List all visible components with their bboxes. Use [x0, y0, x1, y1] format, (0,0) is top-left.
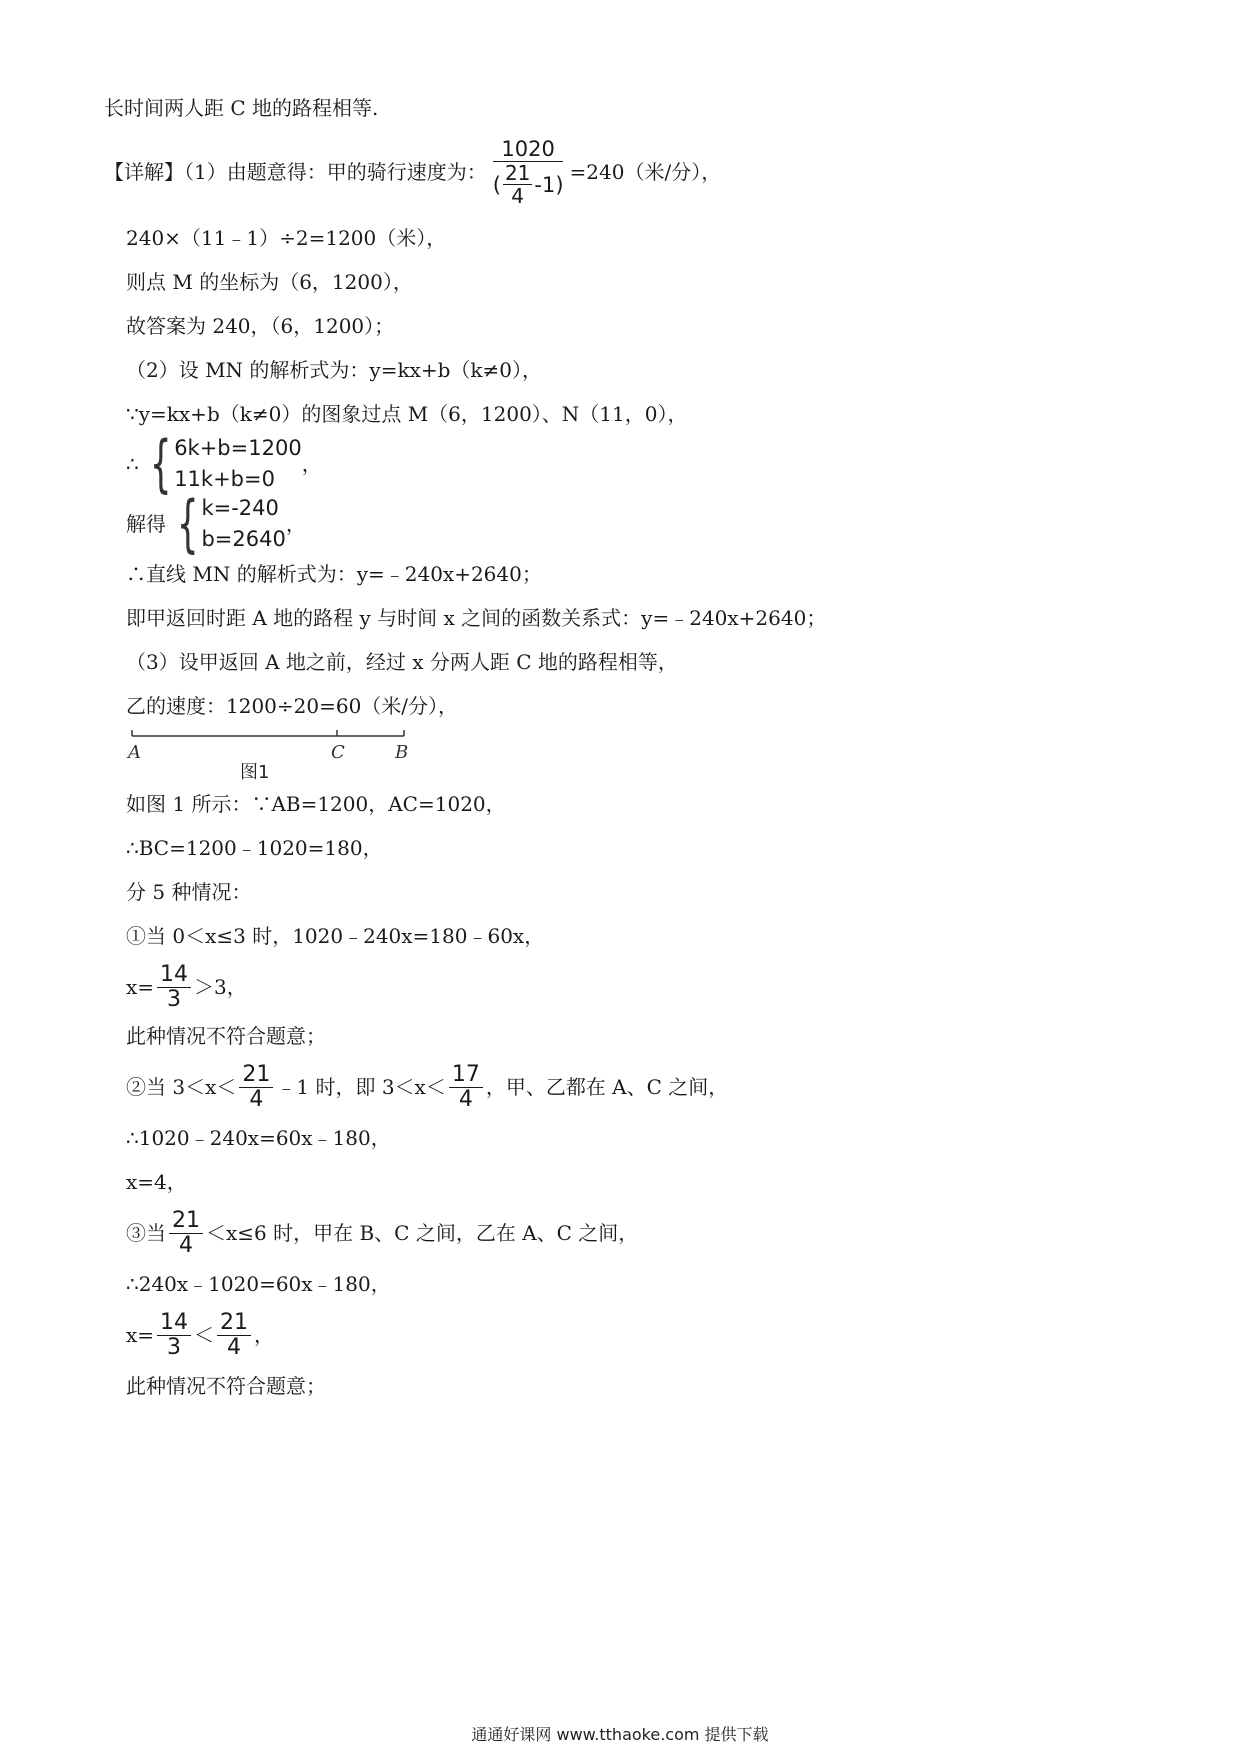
- fraction: $\frac{17}{4}$: [449, 1063, 483, 1112]
- fraction: $\frac{14}{3}$: [157, 1311, 191, 1360]
- text-line-speed: 【详解】（1）由题意得：甲的骑行速度为： 1020 ( 21 4 -1) =240（米/分），: [104, 137, 722, 208]
- text-line: ∴BC=1200﹣1020=180，: [126, 836, 383, 860]
- text-line: 此种情况不符合题意；: [126, 1024, 326, 1048]
- fraction-inner: 21 4: [504, 161, 531, 208]
- text-line: 即甲返回时距 A 地的路程 y 与时间 x 之间的函数关系式：y=﹣240x+2640；: [126, 606, 827, 630]
- text-line: x=4，: [126, 1170, 187, 1194]
- text-line-fraction: x= $\frac{14}{3}$ ＞3，: [126, 961, 247, 1012]
- text-line-fraction: ②当 3＜x＜ $\frac{21}{4}$ ﹣1 时，即 3＜x＜ $\frac{17}{4}$ ，甲、乙都在 A、C 之间，: [126, 1061, 729, 1112]
- text-line: 如图 1 所示：∵AB=1200，AC=1020，: [126, 792, 506, 816]
- text-line: 长时间两人距 C 地的路程相等.: [104, 96, 379, 120]
- text-line: ①当 0＜x≤3 时，1020﹣240x=180﹣60x，: [126, 924, 545, 948]
- text-line: ∴1020﹣240x=60x﹣180，: [126, 1126, 391, 1150]
- page-footer: 通通好课网 www.tthaoke.com 提供下载: [471, 1725, 769, 1744]
- fraction: $\frac{21}{4}$: [169, 1209, 203, 1258]
- point-label-a: A: [128, 742, 141, 763]
- text-line: 240×（11﹣1）÷2=1200（米），: [126, 226, 447, 250]
- text-line: ∵y=kx+b（k≠0）的图象过点 M（6，1200）、N（11，0），: [126, 402, 688, 426]
- fraction: $\frac{14}{3}$: [157, 963, 191, 1012]
- fraction-speed: 1020 ( 21 4 -1): [492, 137, 564, 208]
- equation-system-solution: 解得 { k=-240 b=2640 ，: [126, 487, 306, 560]
- fraction: $\frac{21}{4}$: [239, 1063, 273, 1112]
- text-line: 乙的速度：1200÷20=60（米/分），: [126, 694, 459, 718]
- fraction: $\frac{21}{4}$: [217, 1311, 251, 1360]
- text-line: 分 5 种情况：: [126, 880, 252, 904]
- text-line: （3）设甲返回 A 地之前，经过 x 分两人距 C 地的路程相等，: [126, 650, 678, 674]
- text-line-fraction: x= $\frac{14}{3}$ ＜ $\frac{21}{4}$ ，: [126, 1309, 275, 1360]
- text-line: ∴直线 MN 的解析式为：y=﹣240x+2640；: [126, 562, 542, 586]
- figure-caption: 图1: [240, 762, 270, 783]
- point-label-c: C: [331, 742, 345, 763]
- text-line-fraction: ③当 $\frac{21}{4}$ ＜x≤6 时，甲在 B、C 之间，乙在 A、C 之间，: [126, 1207, 639, 1258]
- point-label-b: B: [395, 742, 409, 763]
- text-line: 则点 M 的坐标为（6，1200），: [126, 270, 413, 294]
- segment-diagram: [124, 722, 416, 784]
- brace-symbol: {: [176, 487, 199, 560]
- text-line: （2）设 MN 的解析式为：y=kx+b（k≠0），: [126, 358, 543, 382]
- brace-symbol: {: [149, 427, 172, 500]
- equation-system: ∴ { 6k+b=1200 11k+b=0 ，: [126, 427, 322, 500]
- text-line: 故答案为 240，（6，1200）；: [126, 314, 395, 338]
- text-line: ∴240x﹣1020=60x﹣180，: [126, 1272, 391, 1296]
- text-line: 此种情况不符合题意；: [126, 1374, 326, 1398]
